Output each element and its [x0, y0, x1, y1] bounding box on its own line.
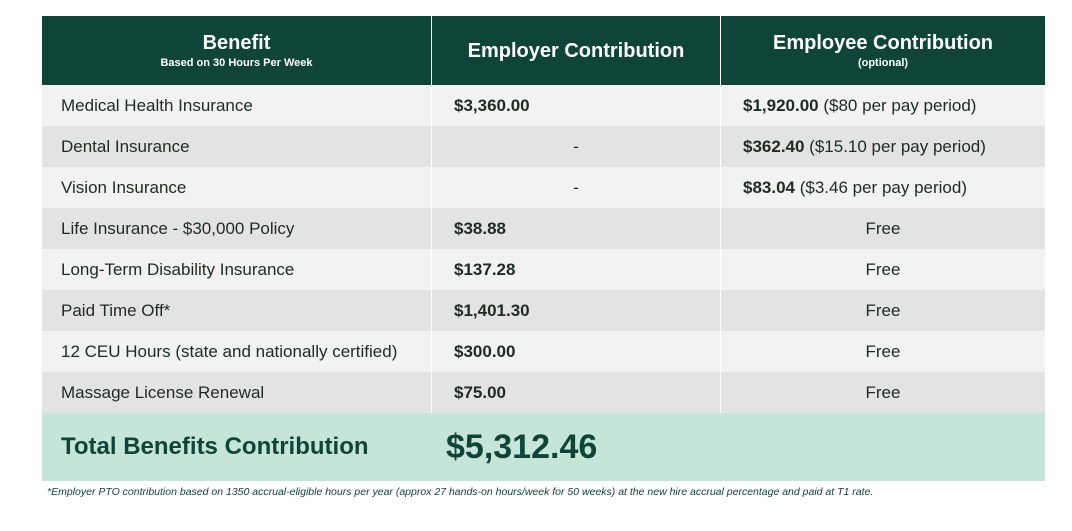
benefit-cell: Dental Insurance: [42, 126, 432, 167]
employee-cell: Free: [865, 382, 901, 402]
employee-amount: $362.40: [743, 136, 805, 156]
benefit-cell: Paid Time Off*: [42, 290, 432, 331]
employee-cell: Free: [865, 341, 901, 361]
total-value: $5,312.46: [446, 427, 598, 466]
employer-cell: $137.28: [432, 249, 721, 290]
table-row: [42, 126, 1045, 167]
benefit-cell: Vision Insurance: [42, 167, 432, 208]
employee-cell: Free: [865, 300, 901, 320]
employee-amount: $83.04: [743, 177, 795, 197]
employee-cell: Free: [865, 259, 901, 279]
employer-cell: -: [432, 167, 721, 208]
benefit-cell: Massage License Renewal: [42, 372, 432, 413]
table-row: [42, 249, 1045, 290]
table-row: [42, 290, 1045, 331]
employee-cell: Free: [865, 218, 901, 238]
table-row: [42, 331, 1045, 372]
employer-cell: $38.88: [432, 208, 721, 249]
employee-detail: ($15.10 per pay period): [804, 136, 986, 156]
table-row: [42, 85, 1045, 126]
employee-amount: $1,920.00: [743, 95, 819, 115]
employer-cell: $1,401.30: [432, 290, 721, 331]
total-label: Total Benefits Contribution: [61, 433, 369, 460]
table-header: [42, 16, 1045, 85]
header-employee: [721, 16, 1045, 85]
benefit-cell: 12 CEU Hours (state and nationally certified): [42, 331, 432, 372]
table-row: [42, 208, 1045, 249]
header-benefit: [42, 16, 432, 85]
employer-cell: $300.00: [432, 331, 721, 372]
employer-cell: $75.00: [432, 372, 721, 413]
header-benefit-subtitle: Based on 30 Hours Per Week: [160, 57, 313, 69]
benefit-cell: Life Insurance - $30,000 Policy: [42, 208, 432, 249]
employer-cell: -: [432, 126, 721, 167]
employer-cell: $3,360.00: [432, 85, 721, 126]
employee-detail: ($80 per pay period): [818, 95, 977, 115]
table-row: [42, 372, 1045, 413]
header-employee-subtitle: (optional): [857, 57, 909, 69]
header-employee-title: Employee Contribution: [773, 32, 993, 54]
employee-cell: [721, 85, 1045, 126]
benefit-cell: Long-Term Disability Insurance: [42, 249, 432, 290]
table-row: [42, 167, 1045, 208]
header-benefit-title: Benefit: [202, 32, 271, 54]
total-row: [42, 413, 1045, 481]
footnote: *Employer PTO contribution based on 1350 accrual-eligible hours per year (approx 27 hands-on hours/week for 50 weeks) at the new hire accrual percentage and paid at T1 rate.: [47, 486, 874, 498]
header-employer-title: Employer Contribution: [467, 39, 685, 62]
benefit-cell: Medical Health Insurance: [42, 85, 432, 126]
benefits-table: [42, 16, 1045, 481]
employee-cell: [721, 167, 1045, 208]
employee-detail: ($3.46 per pay period): [795, 177, 967, 197]
employee-cell: [721, 126, 1045, 167]
header-employer: [432, 16, 721, 85]
